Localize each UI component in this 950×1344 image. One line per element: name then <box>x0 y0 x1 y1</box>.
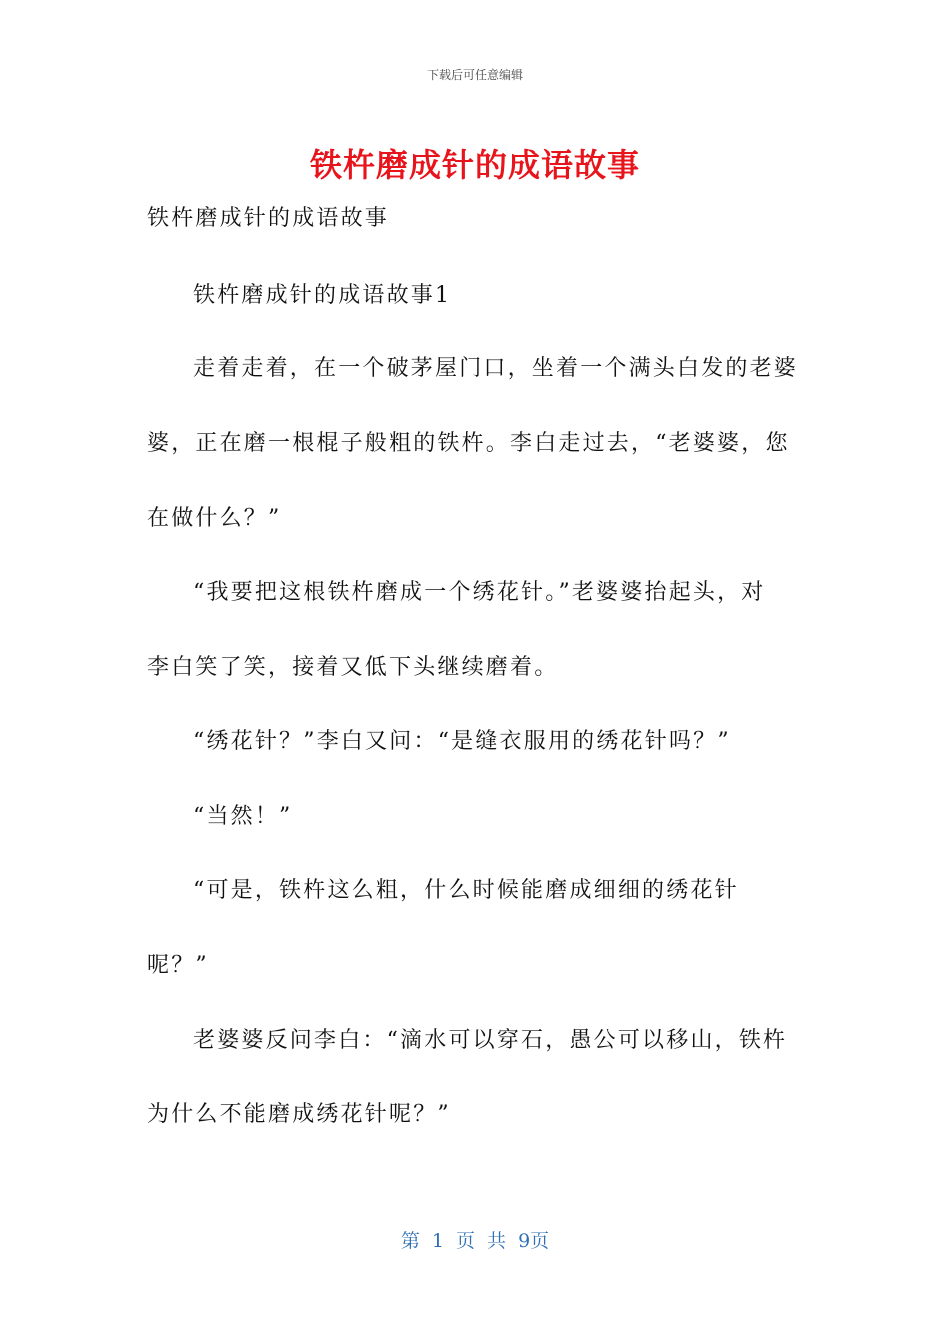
header-note: 下载后可任意编辑 <box>426 68 523 82</box>
paragraph-line: “可是，铁杵这么粗，什么时候能磨成细细的绣花针 <box>193 878 739 903</box>
document-title: 铁杵磨成针的成语故事 <box>309 146 640 184</box>
paragraph-line: 老婆婆反问李白：“滴水可以穿石，愚公可以移山，铁杵 <box>193 1028 788 1053</box>
paragraph-line: 婆，正在磨一根棍子般粗的铁杵。李白走过去，“老婆婆，您 <box>147 431 790 456</box>
subtitle-line: 铁杵磨成针的成语故事 <box>147 206 390 231</box>
paragraph-line: “当然！” <box>193 804 293 829</box>
paragraph-line: “我要把这根铁杵磨成一个绣花针。”老婆婆抬起头，对 <box>193 580 766 605</box>
paragraph-line: 在做什么？” <box>147 506 282 531</box>
paragraph-line: 呢？” <box>147 953 209 978</box>
section-heading: 铁杵磨成针的成语故事1 <box>193 283 452 308</box>
page-footer: 第 1 页 共 9页 <box>400 1230 550 1252</box>
paragraph-line: 李白笑了笑，接着又低下头继续磨着。 <box>147 655 559 680</box>
paragraph-line: 走着走着，在一个破茅屋门口，坐着一个满头白发的老婆 <box>193 356 799 381</box>
paragraph-line: 为什么不能磨成绣花针呢？” <box>147 1102 451 1127</box>
paragraph-line: “绣花针？”李白又问：“是缝衣服用的绣花针吗？” <box>193 729 731 754</box>
